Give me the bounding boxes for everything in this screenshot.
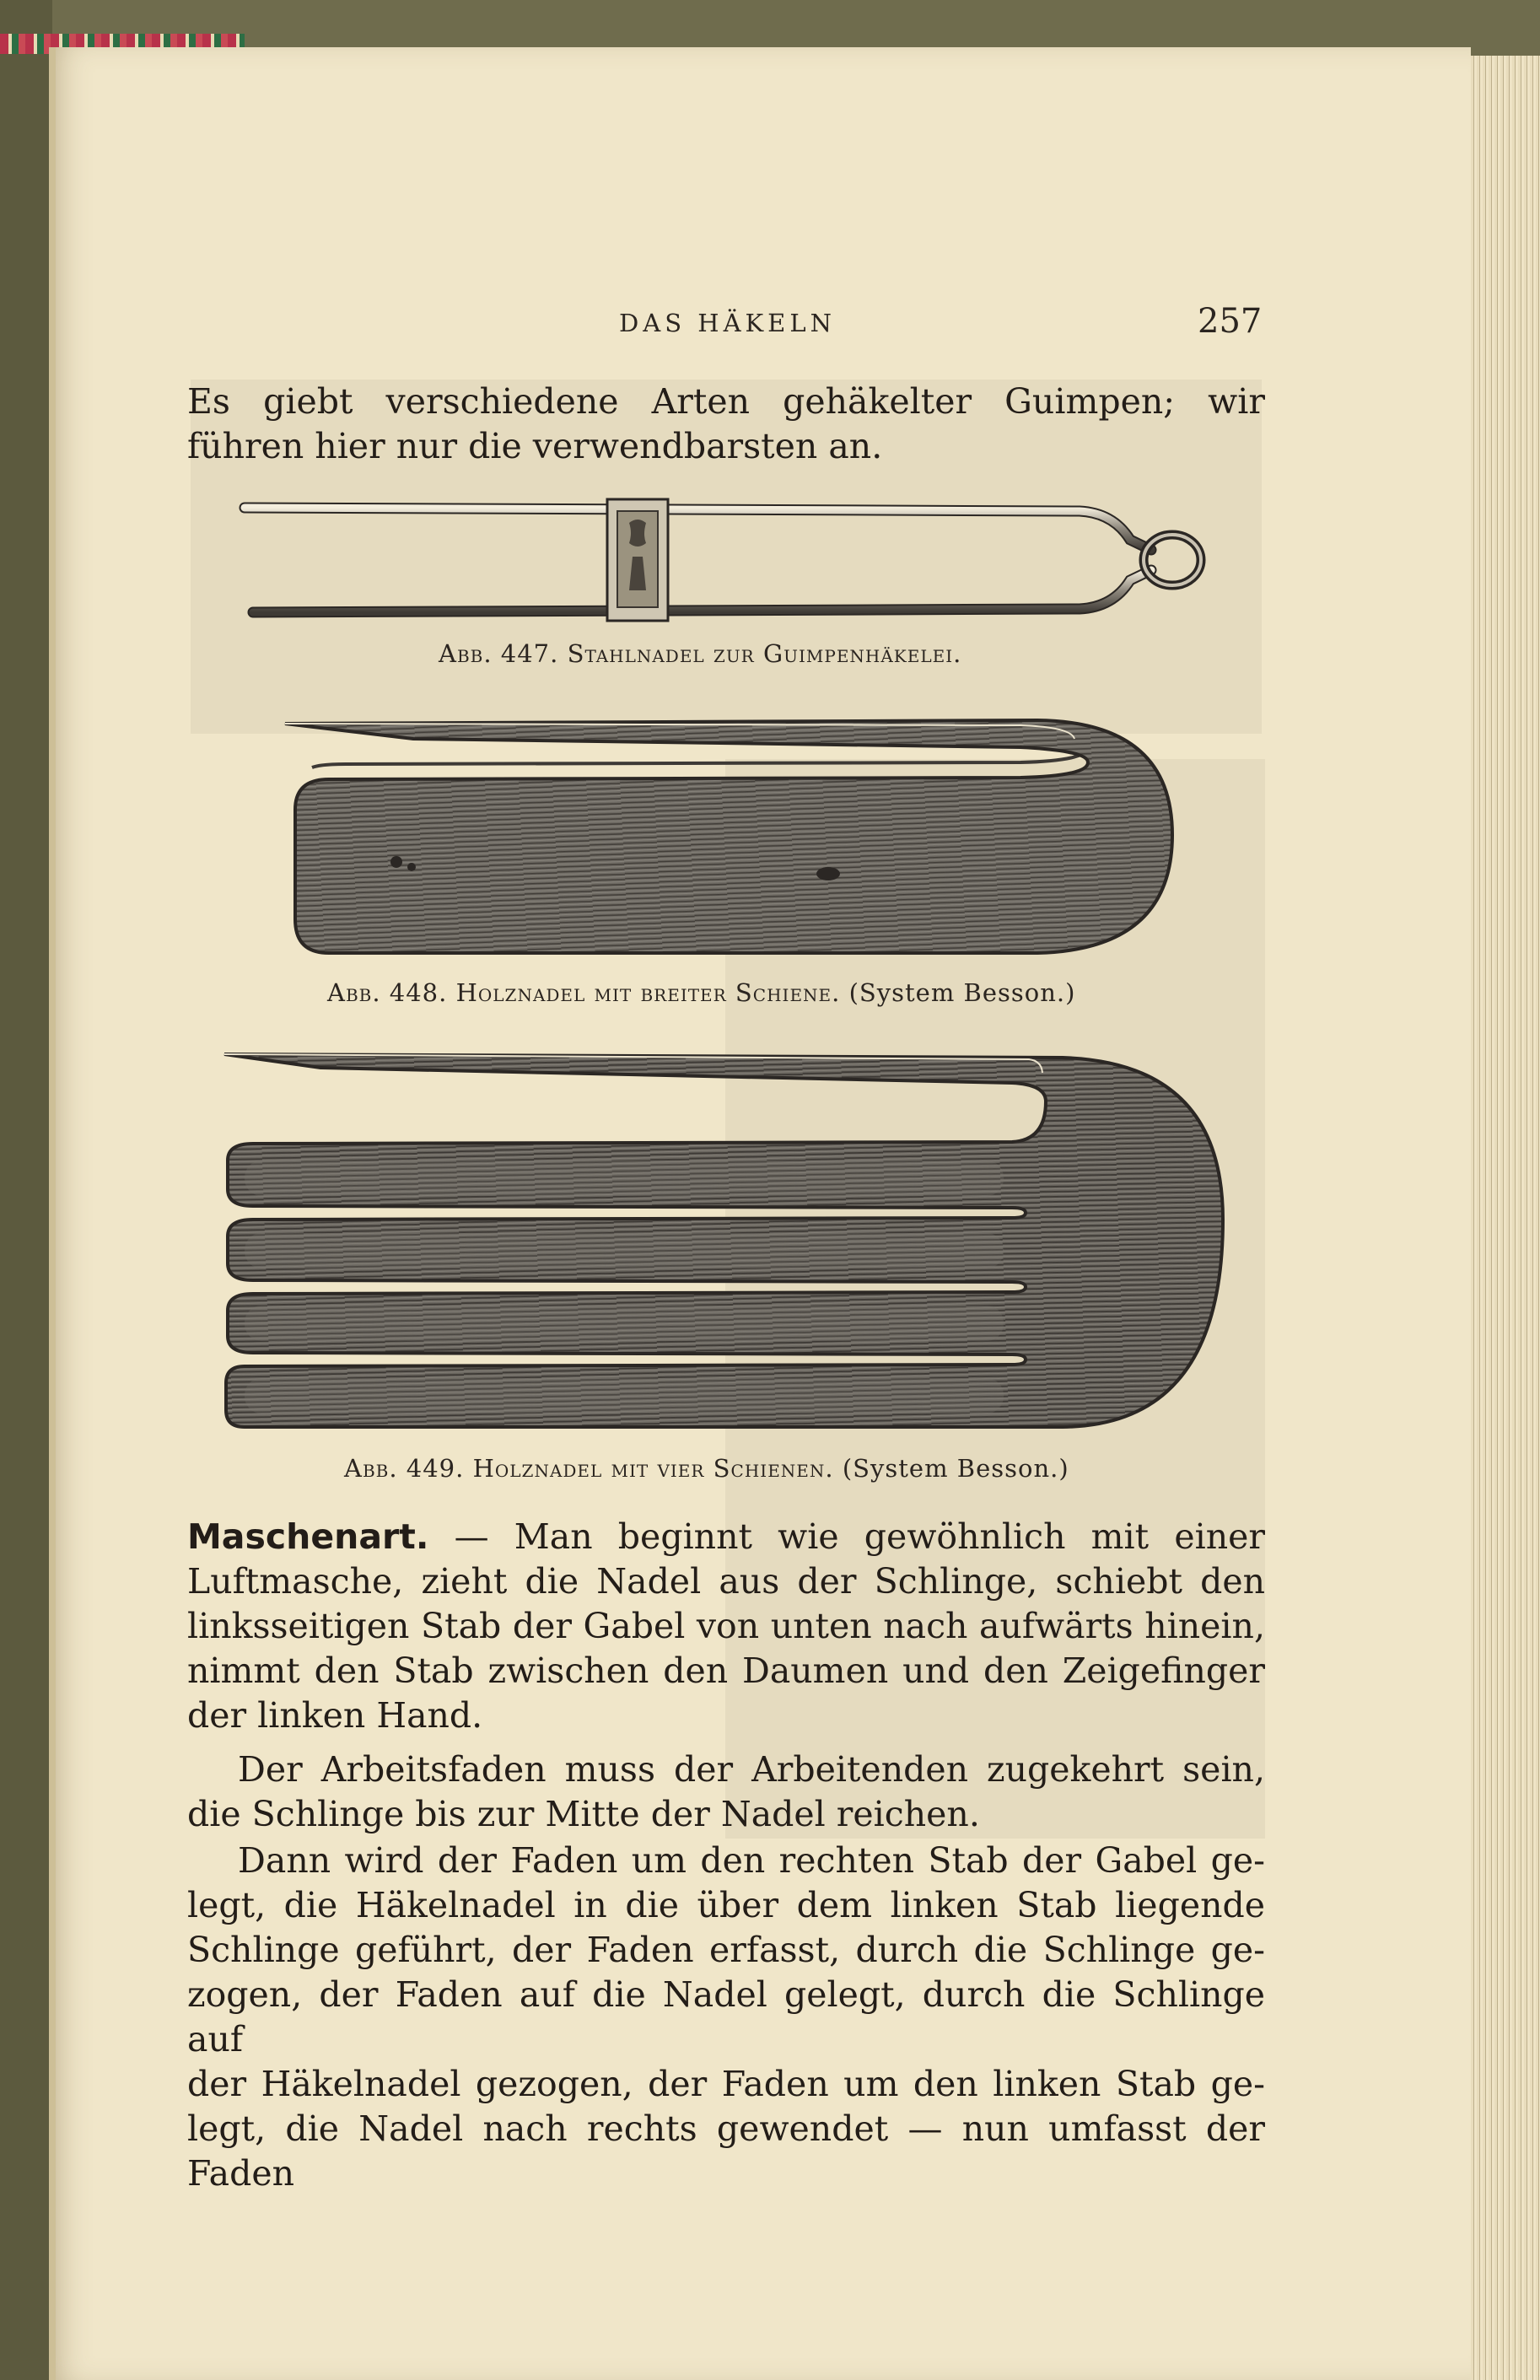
figure-448-wooden-needle <box>278 708 1214 961</box>
figure-449-caption <box>344 1454 1069 1483</box>
body-paragraph-1 <box>187 1515 1265 1738</box>
figure-447-caption <box>439 639 961 668</box>
body-line: legt, die Häkelnadel in die über dem linken Stab liegende <box>187 1885 1265 1925</box>
intro-line: führen hier nur die verwendbarsten an. <box>187 426 883 466</box>
figure-448-caption <box>327 978 1075 1007</box>
caption-label: Abb. 449. <box>344 1454 465 1483</box>
body-line <box>187 1515 1265 1559</box>
body-line: linksseitigen Stab der Gabel von unten nach aufwärts hinein, <box>187 1606 1265 1646</box>
intro-line: Es giebt verschiedene Arten gehäkelter Guimpen; wir <box>187 381 1265 422</box>
gutter-shadow <box>49 47 56 2380</box>
page-number: 257 <box>1198 302 1263 341</box>
section-heading: Maschenart. <box>187 1516 429 1557</box>
caption-note: (System Besson.) <box>848 978 1076 1007</box>
intro-paragraph <box>187 380 1265 469</box>
body-line: der Häkelnadel gezogen, der Faden um den linken Stab ge- <box>187 2064 1265 2104</box>
body-line: legt, die Nadel nach rechts gewendet — nun umfasst der Faden <box>187 2108 1265 2194</box>
running-head: DAS HÄKELN <box>619 309 836 337</box>
caption-note: (System Besson.) <box>842 1454 1069 1483</box>
figure-447-steel-needle <box>236 489 1214 633</box>
body-line: die Schlinge bis zur Mitte der Nadel reichen. <box>187 1794 980 1834</box>
body-line-text: — Man beginnt wie gewöhnlich mit einer <box>454 1516 1265 1557</box>
caption-title: Holznadel mit breiter Schiene. <box>455 978 841 1007</box>
figure-449-four-rail-needle <box>219 1042 1231 1439</box>
body-line: der linken Hand. <box>187 1695 483 1736</box>
body-line: zogen, der Faden auf die Nadel gelegt, durch die Schlinge auf <box>187 1974 1265 2060</box>
body-line: nimmt den Stab zwischen den Daumen und den Zeigefinger <box>187 1650 1265 1691</box>
body-paragraph-2 <box>187 1747 1265 1837</box>
body-line: Der Arbeitsfaden muss der Arbeitenden zugekehrt sein, <box>238 1749 1265 1790</box>
body-line: Dann wird der Faden um den rechten Stab der Gabel ge- <box>238 1840 1265 1881</box>
body-line: Schlinge geführt, der Faden erfasst, durch die Schlinge ge- <box>187 1930 1265 1970</box>
caption-title: Stahlnadel zur Guimpenhäkelei. <box>567 639 962 668</box>
body-line: Luftmasche, zieht die Nadel aus der Schlinge, schiebt den <box>187 1561 1265 1602</box>
caption-label: Abb. 447. <box>439 639 559 668</box>
caption-label: Abb. 448. <box>327 978 448 1007</box>
body-paragraph-3 <box>187 1839 1265 2196</box>
caption-title: Holznadel mit vier Schienen. <box>472 1454 834 1483</box>
page-edges <box>1459 56 1540 2380</box>
book-cover-left <box>0 0 52 2380</box>
